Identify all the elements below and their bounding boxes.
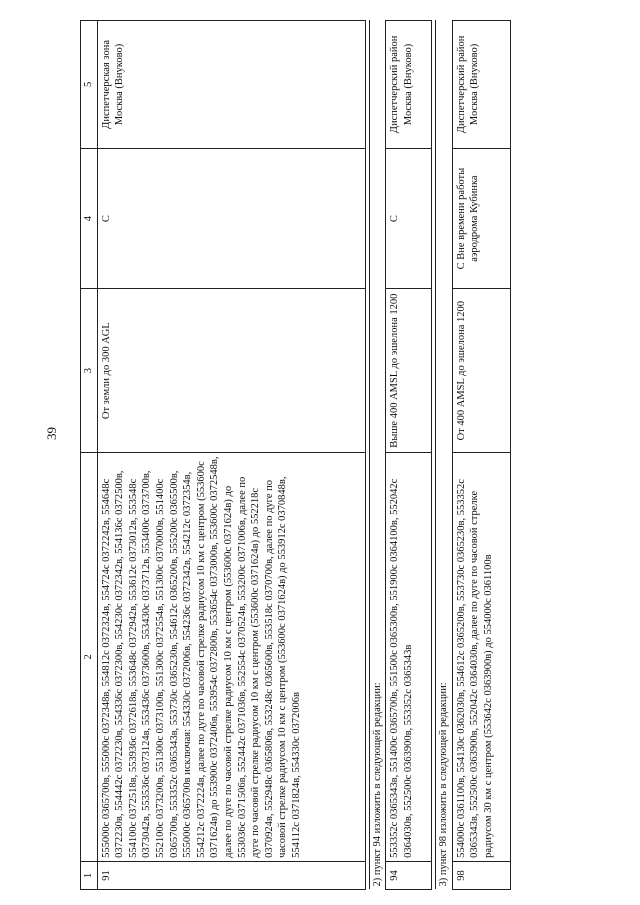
col-header-1: 1 bbox=[81, 861, 98, 889]
section-heading-2: 2) пункт 94 изложить в следующей редакции: bbox=[369, 21, 386, 890]
altitude-cell: Выше 400 AMSL до эшелона 1200 bbox=[386, 289, 432, 453]
zone-cell: Диспетчерский район Москва (Внуково) bbox=[386, 21, 432, 149]
class-cell: С Вне времени работы аэродрома Кубинка bbox=[452, 148, 510, 289]
col-header-2: 2 bbox=[81, 452, 98, 861]
class-cell: С bbox=[97, 148, 365, 289]
row-number: 94 bbox=[386, 861, 432, 889]
airspace-table bbox=[80, 20, 511, 890]
altitude-cell: От 400 AMSL до эшелона 1200 bbox=[452, 289, 510, 453]
row-number: 98 bbox=[452, 861, 510, 889]
class-cell: С bbox=[386, 148, 432, 289]
zone-cell: Диспетчерская зона Москва (Внуково) bbox=[97, 21, 365, 149]
coordinates-cell: 554000с 0361100в, 554130с 0362030в, 554612с 0365200в, 553730с 0365230в, 553352с 0365343в, 552500с 0363900в, 552042с 0364030в, далее по дуге по часовой стрелке радиусом 30 км с центром (553642с 0363900в) до 554000с 0361100в bbox=[452, 452, 510, 861]
page-number: 39 bbox=[44, 427, 59, 440]
table-row-91 bbox=[97, 21, 365, 890]
col-header-4: 4 bbox=[81, 148, 98, 289]
altitude-cell: От земли до 300 AGL bbox=[97, 289, 365, 453]
table-header-row bbox=[81, 21, 98, 890]
section-heading-row bbox=[369, 21, 386, 890]
col-header-5: 5 bbox=[81, 21, 98, 149]
coordinates-cell: 555000с 0365700в, 555000с 0372348в, 554812с 0372324в, 554724с 0372242в, 554648с 0372230в, 554442с 0372230в, 554336с 0372300в, 554230с 0372342в, 554136с 0372500в, 554100с 0372518в, 553936с 0372618в, 553648с 0372942в, 553612с 0373012в, 553548с 0373042в, 553536с 0373124в, 553436с 0373600в, 553430с 0373712в, 553400с 0373700в, 552100с 0373200в, 551300с 0373100в, 551300с 0372554в, 551300с 0370000в, 551400с 0365700в, 553352с 0365343в, 553730с 0365230в, 554612с 0365200в, 555200с 0365500в, 555000с 0365700в исключая: 554330с 0372006в, 554236с 0372342в, 554212с 0372354в, 554212с 0372224в, далее по дуге по часовой стрелке радиусом 10 км с центром (553600с 0371624в) до 553900с 0372406в, 553954с 0372800в, 553654с 0373000в, 553600с 0372548в, далее по дуге по часовой стрелке радиусом 10 км с центром (553600с 0371624в) до 553036с 0371506в, 552442с 0371036в, 552554с 0370524в, 553200с 0371006в, далее по дуге по часовой стрелке радиусом 10 км с центром (553600с 0371624в) до 552218с 0370924в, 552948с 0365806в, 553248с 0365600в, 553518с 0370700в, далее по дуге по часовой стрелке радиусом 10 км с центром (553600с 0371624в) до 553912с 0370848в, 554112с 0371824в, 554330с 0372006в bbox=[97, 452, 365, 861]
zone-cell: Диспетчерский район Москва (Внуково) bbox=[452, 21, 510, 149]
table-row-94 bbox=[386, 21, 432, 890]
section-heading-3: 3) пункт 98 изложить в следующей редакции: bbox=[436, 21, 453, 890]
coordinates-cell: 553352с 0365343в, 551400с 0365700в, 551500с 0365300в, 551900с 0364100в, 552042с 0364030в, 552500с 0363900в, 553352с 0365343в bbox=[386, 452, 432, 861]
section-heading-row bbox=[436, 21, 453, 890]
col-header-3: 3 bbox=[81, 289, 98, 453]
table-row-98 bbox=[452, 21, 510, 890]
rotated-document bbox=[80, 20, 640, 890]
row-number: 91 bbox=[97, 861, 365, 889]
